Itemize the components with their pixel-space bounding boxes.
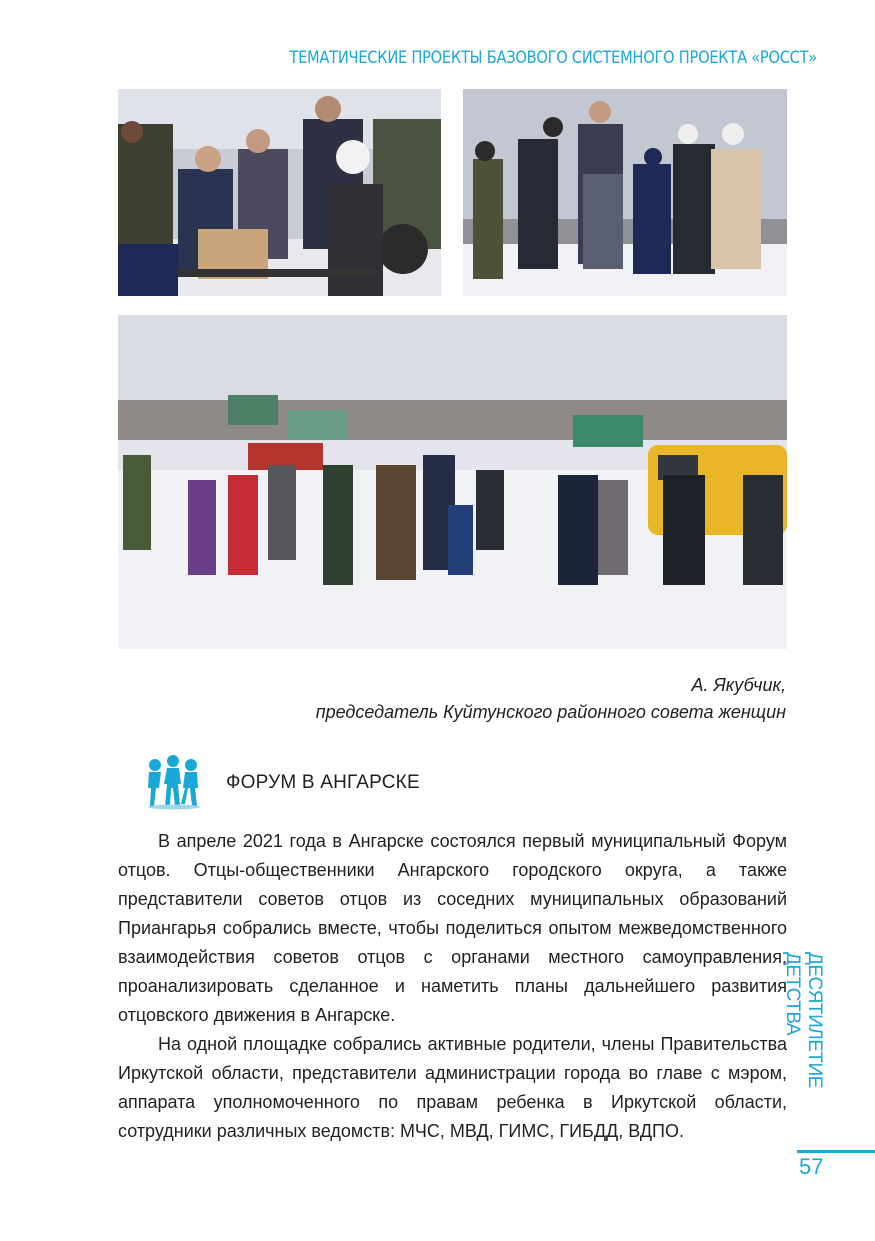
divider-line bbox=[797, 1150, 875, 1153]
photo-snow-mound bbox=[463, 89, 787, 296]
running-header: ТЕМАТИЧЕСКИЕ ПРОЕКТЫ БАЗОВОГО СИСТЕМНОГО ПРОЕКТА «РОССТ» bbox=[289, 48, 817, 68]
caption-author: А. Якубчик, bbox=[691, 675, 786, 695]
body-text bbox=[118, 827, 787, 1146]
side-vertical-title: ДЕСЯТИЛЕТИЕ ДЕТСТВА bbox=[782, 952, 825, 1088]
caption-role: председатель Куйтунского районного совета женщин bbox=[315, 702, 786, 722]
section-title: ФОРУМ В АНГАРСКЕ bbox=[226, 772, 420, 793]
page-number: 57 bbox=[799, 1154, 824, 1179]
photo-food-stand bbox=[118, 89, 441, 296]
paragraph: В апреле 2021 года в Ангарске состоялся первый муниципальный Форум отцов. Отцы-общественники Ангарского городского округа, а также представители советов отцов из соседних муниципальных образований Приангарья собрались вместе, чтобы поделиться опытом межведомственного взаимодействия советов отцов с органами местного самоуправления, проанализировать сделанное и наметить планы дальнейшего развития отцовского движения в Ангарске. bbox=[118, 831, 787, 1025]
children-figures-icon bbox=[143, 754, 205, 810]
paragraph: На одной площадке собрались активные родители, члены Правительства Иркутской области, представители администрации города во главе с мэром, аппарата уполномоченного по правам ребенка в Иркутской области, сотрудники различных ведомств: МЧС, МВД, ГИМС, ГИБДД, ВДПО. bbox=[118, 1034, 787, 1141]
photo-snowy-field-crowd bbox=[118, 315, 787, 649]
photo-caption bbox=[316, 672, 786, 726]
